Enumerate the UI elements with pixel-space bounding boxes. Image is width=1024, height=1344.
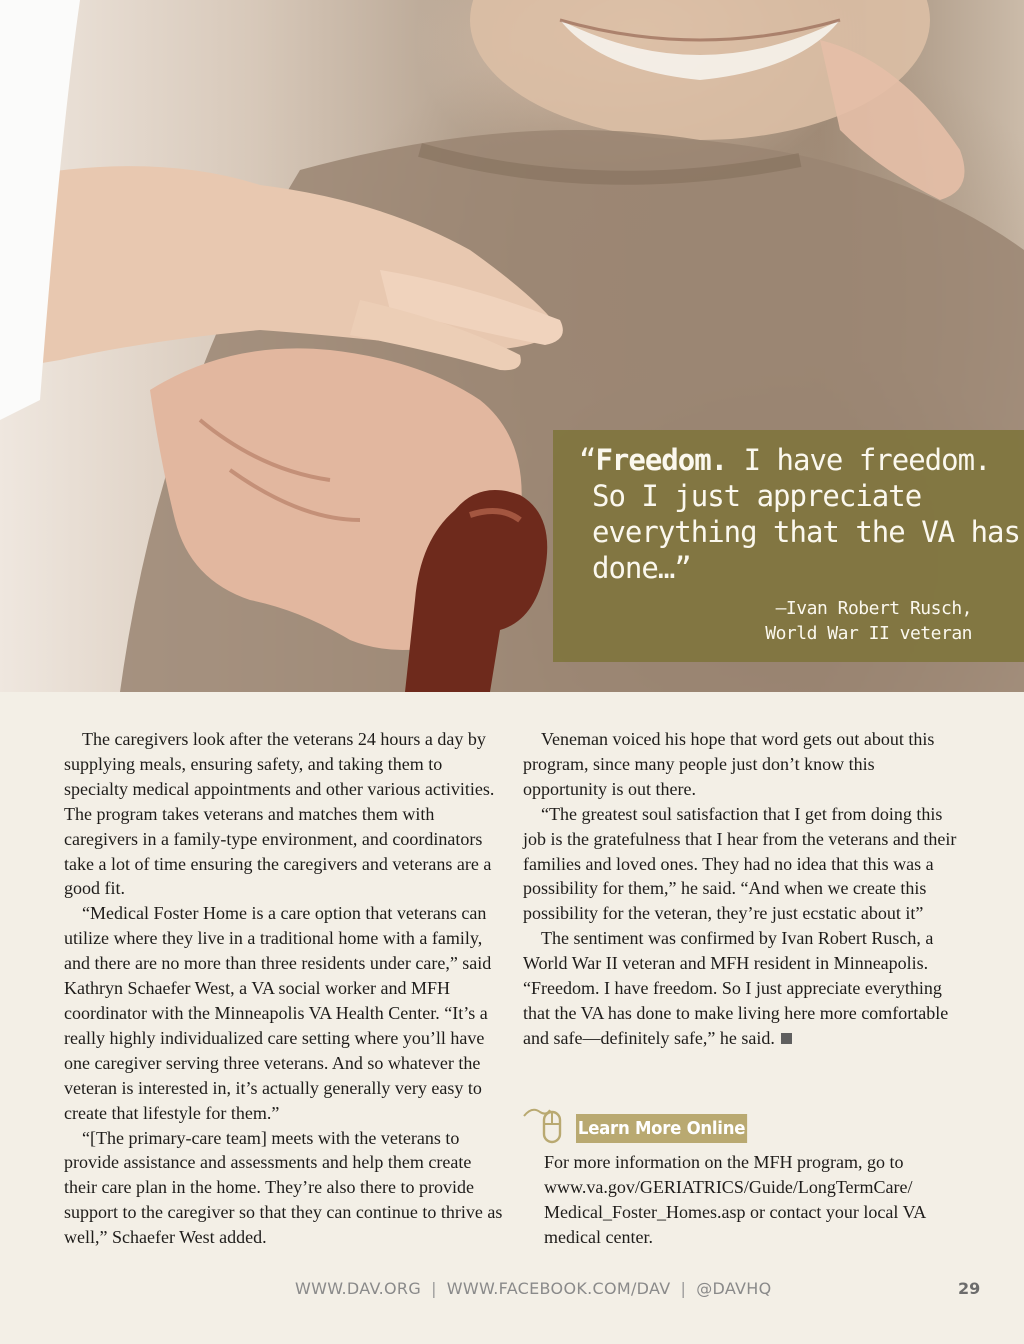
paragraph: “Medical Foster Home is a care option that veterans can utilize where they live in a traditional home with a family, and there are no more than three residents under care,” said Kathryn Schaefer West, a VA social worker and MFH coordinator with the Minneapolis VA Health Center. “It’s a really highly individualized care setting where you’ll have one caregiver serving three veterans. And so whatever the veteran is interested in, it’s actually generally very easy to create that lifestyle for them.” (64, 903, 492, 1123)
learn-more-label: Learn More Online (576, 1114, 747, 1143)
computer-mouse-icon (522, 1100, 578, 1148)
attribution-line-2: World War II veteran (765, 623, 972, 644)
pull-quote-bold: Freedom. (595, 443, 728, 477)
end-mark-icon (781, 1033, 792, 1044)
pull-quote-box (553, 430, 1024, 662)
footer-links (295, 1279, 772, 1298)
right-column (523, 727, 963, 1051)
paragraph-final (523, 926, 963, 1051)
learn-more-text: For more information on the MFH program, go to www.va.gov/GERIATRICS/Guide/LongTermCare/ Medical_Foster_Homes.asp or contact your local VA medical center. (544, 1152, 926, 1247)
page-number: 29 (958, 1279, 981, 1298)
footer-twitter-link[interactable]: @DAVHQ (696, 1279, 772, 1298)
pull-quote (579, 442, 1022, 586)
page-footer (0, 1279, 1024, 1303)
footer-facebook-link[interactable]: WWW.FACEBOOK.COM/DAV (446, 1279, 671, 1298)
attribution-line-1: —Ivan Robert Rusch, (775, 598, 972, 619)
pull-quote-rest: I have freedom. So I just appreciate everything that the VA has done…” (592, 443, 1020, 585)
footer-separator: | (680, 1279, 687, 1298)
paragraph-final-text: The sentiment was confirmed by Ivan Robert Rusch, a World War II veteran and MFH resident in Minneapolis. “Freedom. I have freedom. So I just appreciate everything that the VA has done to make living here more comfortable and safe—definitely safe,” he said. (523, 928, 949, 1048)
left-column (64, 727, 504, 1250)
paragraph: The caregivers look after the veterans 24 hours a day by supplying meals, ensuring safety, and taking them to specialty medical appointments and other various activities. The program takes veterans and matches them with caregivers in a family-type environment, and coordinators take a lot of time ensuring the caregivers and veterans are a good fit. (64, 729, 495, 899)
paragraph: “[The primary-care team] meets with the veterans to provide assistance and assessments and help them create their care plan in the home. They’re also there to provide support to the caregiver so that they can continue to thrive as well,” Schaefer West added. (64, 1127, 503, 1248)
learn-more-banner (522, 1100, 962, 1150)
paragraph: “The greatest soul satisfaction that I get from doing this job is the gratefulness that I hear from the veterans and their families and loved ones. They had no idea that this was a possibility for them,” he said. “And when we create this possibility for the veteran, they’re just ecstatic about it” (523, 803, 957, 924)
footer-separator: | (431, 1279, 437, 1298)
pull-quote-open: “ (579, 443, 596, 477)
paragraph: Veneman voiced his hope that word gets out about this program, since many people just don’t know this opportunity is out there. (523, 729, 935, 799)
pull-quote-attribution (765, 596, 972, 646)
footer-site-link[interactable]: WWW.DAV.ORG (295, 1279, 422, 1298)
